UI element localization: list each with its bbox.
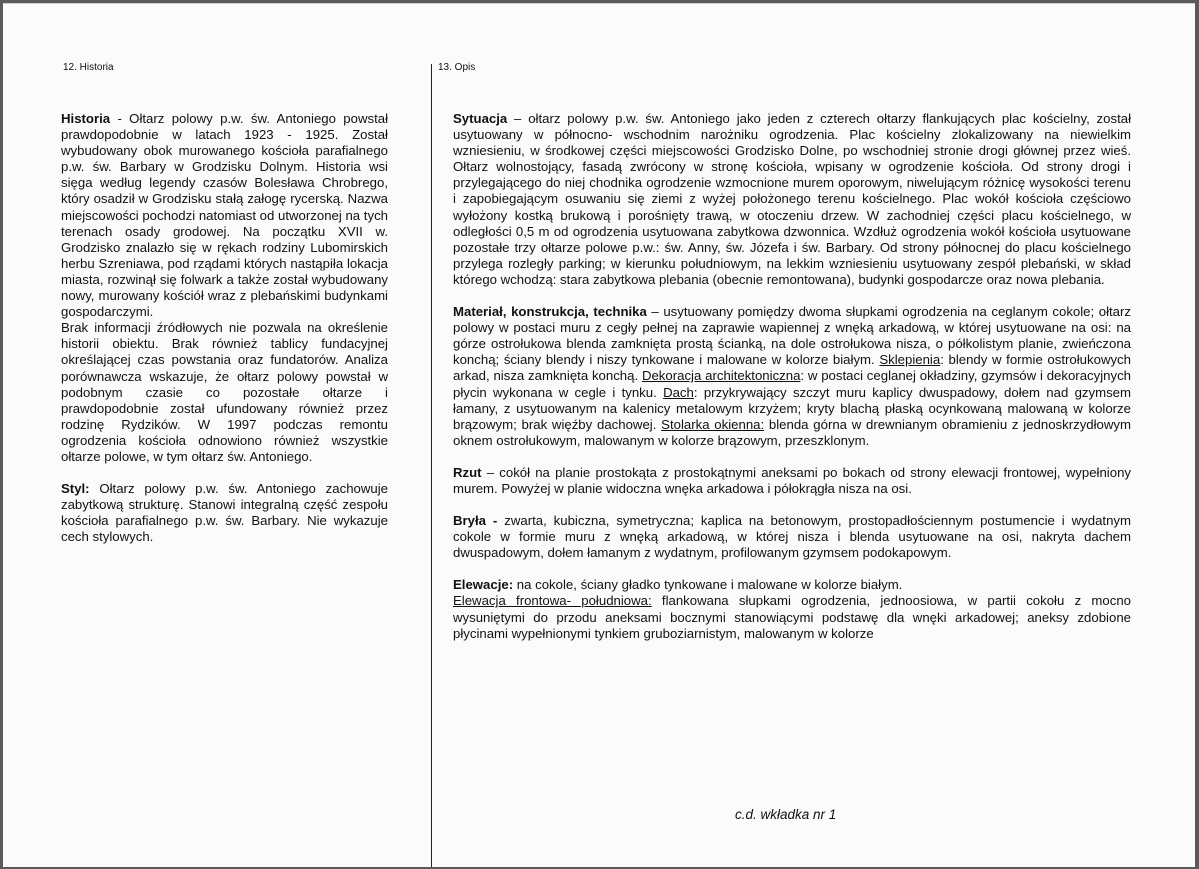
column-divider — [431, 64, 432, 867]
historia-text: - Ołtarz polowy p.w. św. Antoniego powstał prawdopodobnie w latach 1923 - 1925. Został wybudowany obok murowanego kościoła parafialnego p.w. św. Barbary w Grodzisku Dolnym. Historia wsi sięga według legendy czasów Bolesława Chrobrego, który osadził w Grodzisku stałą załogę rycerską. Nazwa miejscowości pochodzi natomiast od utworzonej na tych terenach osady grodowej. Na początku XVII w. Grodzisko znalazło się w rękach rodziny Lubomirskich herbu Szreniawa, pod rządami których nastąpiła lokacja miasta, rozwinął się folwark a także został wybudowany nowy, murowany kościół wraz z plebańskimi budynkami gospodarczymi. — [61, 111, 388, 320]
stolarka-text: blenda górna w drewnianym obramieniu z jednoskrzydłowym oknem ostrołukowym, malowanym w kolorze brązowym, przeszklonym. — [453, 416, 1131, 448]
elewacje-text: na cokole, ściany gładko tynkowane i malowane w kolorze białym. — [513, 577, 903, 593]
elewacje-label: Elewacje: — [453, 577, 514, 593]
historia-text-2: Brak informacji źródłowych nie pozwala na określenie historii obiektu. Brak również tablicy fundacyjnej określającej czas powstania oraz fundatorów. Analiza porównawcza wskazuje, że ołtarz polowy powstał w podobnym czasie co pozostałe ołtarze i prawdopodobnie został ufundowany również przez rodzinę Rydzików. W 1997 podczas remontu ogrodzenia kościoła odnowiono również wszystkie ołtarze polowe, w tym ołtarz św. Antoniego. — [61, 320, 388, 464]
elewacja-frontowa-text: flankowana słupkami ogrodzenia, jednoosiowa, w partii cokołu z mocno wysuniętymi do przodu aneksami bocznymi stanowiącymi podstawę dla wnęki arkadowej; aneksy zdobione płycinami wypełnionymi tynkiem gruboziarnistym, malowanym w kolorze — [453, 593, 1132, 641]
right-column — [453, 111, 1131, 642]
material-text: – usytuowany pomiędzy dwoma słupkami ogrodzenia na ceglanym cokole; ołtarz polowy w postaci muru z cegły pełnej na zaprawie wapiennej z wnęką arkadową, w której usytuowane na osi: na górze ostrołukowa blenda zamknięta prostą ścianką, na dole ostrołukowa nisza, o półkolistym planie, zwieńczona konchą; ściany blendy i niszy tynkowane i malowane w kolorze białym. — [453, 304, 1131, 368]
styl-text: Ołtarz polowy p.w. św. Antoniego zachowuje zabytkową strukturę. Stanowi integralną część zespołu kościoła parafialnego p.w. św. Barbary. Nie wykazuje cech stylowych. — [61, 481, 388, 545]
dekoracja-text: : w postaci ceglanej okładziny, gzymsów i dekoracyjnych płycin wykonana w cegle i tynku. — [453, 368, 1131, 400]
styl-label: Styl: — [61, 481, 90, 497]
sytuacja-paragraph — [453, 111, 1131, 288]
rzut-paragraph — [453, 465, 1131, 497]
elewacje-paragraph — [453, 577, 1131, 641]
material-paragraph — [453, 304, 1131, 449]
continuation-note: c.d. wkładka nr 1 — [735, 807, 837, 822]
sytuacja-label: Sytuacja — [453, 111, 508, 126]
rzut-label: Rzut — [453, 464, 482, 480]
historia-label: Historia — [61, 111, 111, 126]
elewacja-frontowa-label: Elewacja frontowa- południowa: — [453, 593, 652, 609]
bryla-paragraph — [453, 513, 1131, 561]
sklepienia-text: : blendy w formie ostrołukowych arkad, nisza zamknięta konchą. — [453, 352, 1131, 384]
section-title-historia: 12. Historia — [63, 62, 114, 73]
document-page — [3, 3, 1195, 867]
sklepienia-label: Sklepienia — [879, 352, 941, 368]
section-title-opis: 13. Opis — [438, 62, 476, 73]
historia-paragraph — [61, 111, 388, 320]
historia-paragraph-2 — [61, 320, 388, 465]
stolarka-label: Stolarka okienna: — [661, 416, 765, 432]
bryla-text: zwarta, kubiczna, symetryczna; kaplica na betonowym, prostopadłościennym postumencie i wydatnym cokole w formie muru z wnęką arkadową, w której nisza i blenda usytuowane na osi, nakryta dachem dwuspadowym, dołem łamanym z wydatnym, profilowanym gzymsem podokapowym. — [453, 513, 1131, 561]
dach-text: : przykrywający szczyt muru kaplicy dwuspadowy, dołem nad gzymsem łamany, z usytuowanym na kalenicy metalowym krzyżem; kryty blachą płaską ocynkowaną malowaną w kolorze brązowym; brak więźby dachowej. — [453, 384, 1132, 432]
sytuacja-text: – ołtarz polowy p.w. św. Antoniego jako jeden z czterech ołtarzy flankujących plac kościelny, został usytuowany w północno- wschodnim narożniku ogrodzenia. Plac kościelny zlokalizowany na niewielkim wzniesieniu, w środkowej części miejscowości Grodzisko Dolne, po wschodniej stronie drogi głównej przez wieś. Ołtarz wolnostojący, fasadą zwrócony w stronę kościoła, wpisany w ogrodzenie kościoła. Od strony drogi i przylegającego do niej chodnika ogrodzenie wzmocnione murem oporowym, niwelującym różnicę wysokości terenu i zapobiegającym osuwaniu się ziemi z wyżej położonego terenu kościelnego. Plac wokół kościoła częściowo wyłożony kostką brukową i porośnięty trawą, w otoczeniu drzew. W zachodniej części placu kościelnego, w odległości 0,5 m od ogrodzenia usytuowana zabytkowa dzwonnica. Wzdłuż ogrodzenia wokół kościoła usytuowane pozostałe trzy ołtarze polowe p.w.: św. Anny, św. Józefa i św. Barbary. Od strony północnej do placu kościelnego przylega rozległy parking; w kierunku południowym, na lekkim wzniesieniu usytuowany zespół plebański, w skład którego wchodzą: stara zabytkowa plebania (obecnie remontowana), budynki gospodarcze oraz nowa plebania. — [453, 111, 1131, 287]
left-column — [61, 111, 388, 545]
material-label: Materiał, konstrukcja, technika — [453, 304, 647, 320]
rzut-text: – cokół na planie prostokąta z prostokątnymi aneksami po bokach od strony elewacji frontowej, wypełniony murem. Powyżej w planie widoczna wnęka arkadowa i półokrągła nisza na osi. — [453, 464, 1131, 496]
dekoracja-label: Dekoracja architektoniczna — [641, 368, 801, 384]
styl-paragraph — [61, 481, 388, 545]
bryla-label: Bryła - — [453, 513, 498, 529]
dach-label: Dach — [663, 384, 694, 400]
